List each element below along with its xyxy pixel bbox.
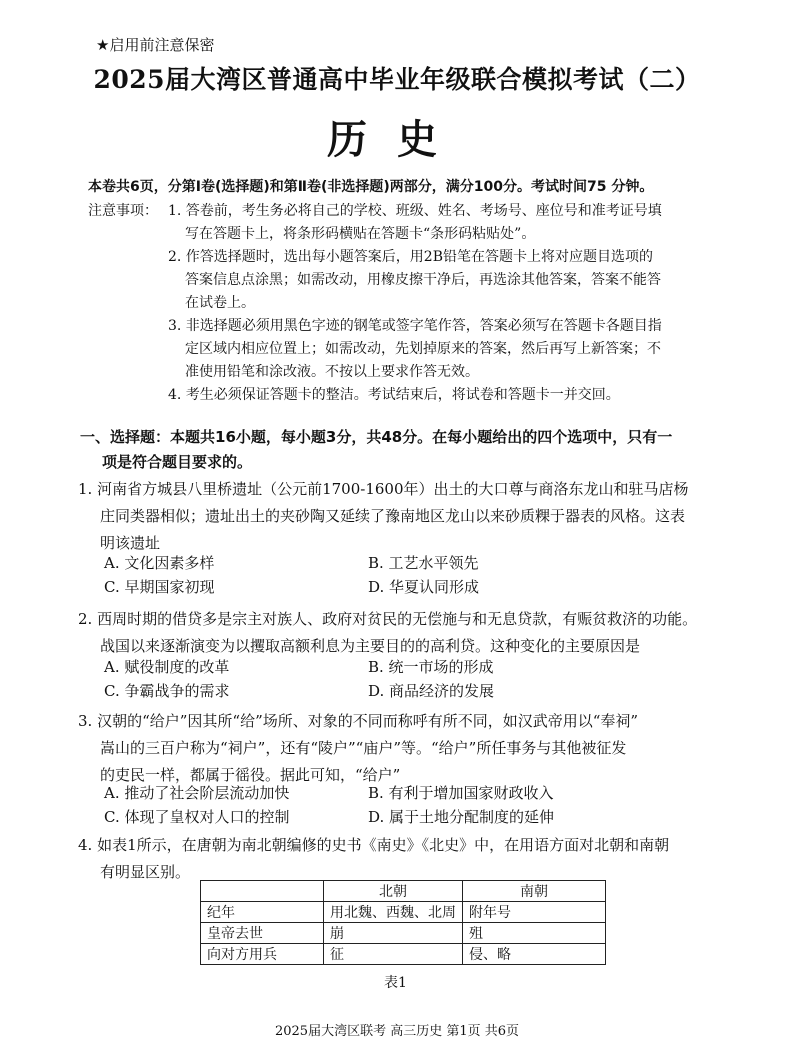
confidential-notice: ★启用前注意保密 xyxy=(96,36,215,54)
option-d[interactable]: D. 华夏认同形成 xyxy=(368,578,480,596)
note-line: 定区域内相应位置上；如需改动，先划掉原来的答案，然后再写上新答案；不 xyxy=(185,341,661,357)
table-row xyxy=(201,902,606,923)
option-d[interactable]: D. 商品经济的发展 xyxy=(368,682,495,700)
question-line: 1. 河南省方城县八里桥遗址（公元前1700-1600年）出土的大口尊与商洛东龙山和驻马店杨 xyxy=(78,480,689,498)
table-cell: 用北魏、西魏、北周 xyxy=(324,902,463,923)
question-line: 2. 西周时期的借贷多是宗主对族人、政府对贫民的无偿施与和无息贷款，有赈贫救济的功能。 xyxy=(78,610,698,628)
question-line: 明该遗址 xyxy=(100,534,161,552)
question-line: 有明显区别。 xyxy=(100,863,191,881)
question-2 xyxy=(78,606,697,660)
option-b[interactable]: B. 有利于增加国家财政收入 xyxy=(368,784,554,802)
table-cell: 北朝 xyxy=(324,881,463,902)
table-cell: 纪年 xyxy=(201,902,324,923)
question-4 xyxy=(78,832,669,886)
option-c[interactable]: C. 早期国家初现 xyxy=(104,578,215,596)
table-cell: 附年号 xyxy=(463,902,606,923)
section-heading-line: 一、选择题：本题共16小题，每小题3分，共48分。在每小题给出的四个选项中，只有一 xyxy=(80,428,673,446)
option-a[interactable]: A. 赋役制度的改革 xyxy=(104,658,230,676)
table-cell: 侵、略 xyxy=(463,944,606,965)
table-cell: 向对方用兵 xyxy=(201,944,324,965)
note-line: 3. 非选择题必须用黑色字迹的钢笔或签字笔作答，答案必须写在答题卡各题目指 xyxy=(168,318,662,334)
table-row xyxy=(201,944,606,965)
option-c[interactable]: C. 争霸战争的需求 xyxy=(104,682,230,700)
table-cell: 崩 xyxy=(324,923,463,944)
option-a[interactable]: A. 文化因素多样 xyxy=(104,554,215,572)
question-line: 的吏民一样，都属于徭役。据此可知，“给户” xyxy=(100,766,401,784)
comparison-table xyxy=(200,880,606,965)
option-a[interactable]: A. 推动了社会阶层流动加快 xyxy=(104,784,290,802)
section-heading xyxy=(80,425,672,475)
page-footer: 2025届大湾区联考 高三历史 第1页 共6页 xyxy=(274,1024,520,1039)
table-header-row xyxy=(201,881,606,902)
option-b[interactable]: B. 统一市场的形成 xyxy=(368,658,494,676)
note-line: 1. 答卷前，考生务必将自己的学校、班级、姓名、考场号、座位号和准考证号填 xyxy=(168,203,662,219)
note-line: 准使用铅笔和涂改液。不按以上要求作答无效。 xyxy=(185,364,479,380)
table-caption: 表1 xyxy=(384,975,407,991)
note-line: 答案信息点涂黑；如需改动，用橡皮擦干净后，再选涂其他答案，答案不能答 xyxy=(185,272,661,288)
question-line: 嵩山的三百户称为“祠户”，还有“陵户”“庙户”等。“给户”所任事务与其他被征发 xyxy=(100,739,627,757)
question-line: 3. 汉朝的“给户”因其所“给”场所、对象的不同而称呼有所不同，如汉武帝用以“奉祠” xyxy=(78,712,639,730)
note-line: 在试卷上。 xyxy=(185,295,255,311)
notes-label: 注意事项： xyxy=(88,203,158,219)
section-heading-line: 项是符合题目要求的。 xyxy=(102,453,253,471)
note-line: 2. 作答选择题时，选出每小题答案后，用2B铅笔在答题卡上将对应题目选项的 xyxy=(168,249,654,265)
question-1 xyxy=(78,476,689,557)
table-cell: 皇帝去世 xyxy=(201,923,324,944)
question-line: 4. 如表1所示，在唐朝为南北朝编修的史书《南史》《北史》中，在用语方面对北朝和南朝 xyxy=(78,836,670,854)
question-line: 庄同类器相似；遗址出土的夹砂陶又延续了豫南地区龙山以来砂质粿于器表的风格。这表 xyxy=(100,507,686,525)
note-line: 写在答题卡上，将条形码横贴在答题卡“条形码粘贴处”。 xyxy=(185,226,536,242)
table-cell xyxy=(201,881,324,902)
option-d[interactable]: D. 属于土地分配制度的延伸 xyxy=(368,808,555,826)
table-cell: 南朝 xyxy=(463,881,606,902)
table-cell: 征 xyxy=(324,944,463,965)
option-c[interactable]: C. 体现了皇权对人口的控制 xyxy=(104,808,290,826)
paper-intro: 本卷共6页，分第Ⅰ卷(选择题)和第Ⅱ卷(非选择题)两部分，满分100分。考试时间75 分钟。 xyxy=(88,179,654,195)
note-line: 4. 考生必须保证答题卡的整洁。考试结束后，将试卷和答题卡一并交回。 xyxy=(168,387,620,403)
table-row xyxy=(201,923,606,944)
subject-title: 历史 xyxy=(327,116,467,163)
question-line: 战国以来逐渐演变为以攫取高额利息为主要目的的高利贷。这种变化的主要原因是 xyxy=(100,637,641,655)
table-cell: 殂 xyxy=(463,923,606,944)
option-b[interactable]: B. 工艺水平领先 xyxy=(368,554,479,572)
question-3 xyxy=(78,708,638,789)
exam-title: 2025届大湾区普通高中毕业年级联合模拟考试（二） xyxy=(93,65,701,94)
